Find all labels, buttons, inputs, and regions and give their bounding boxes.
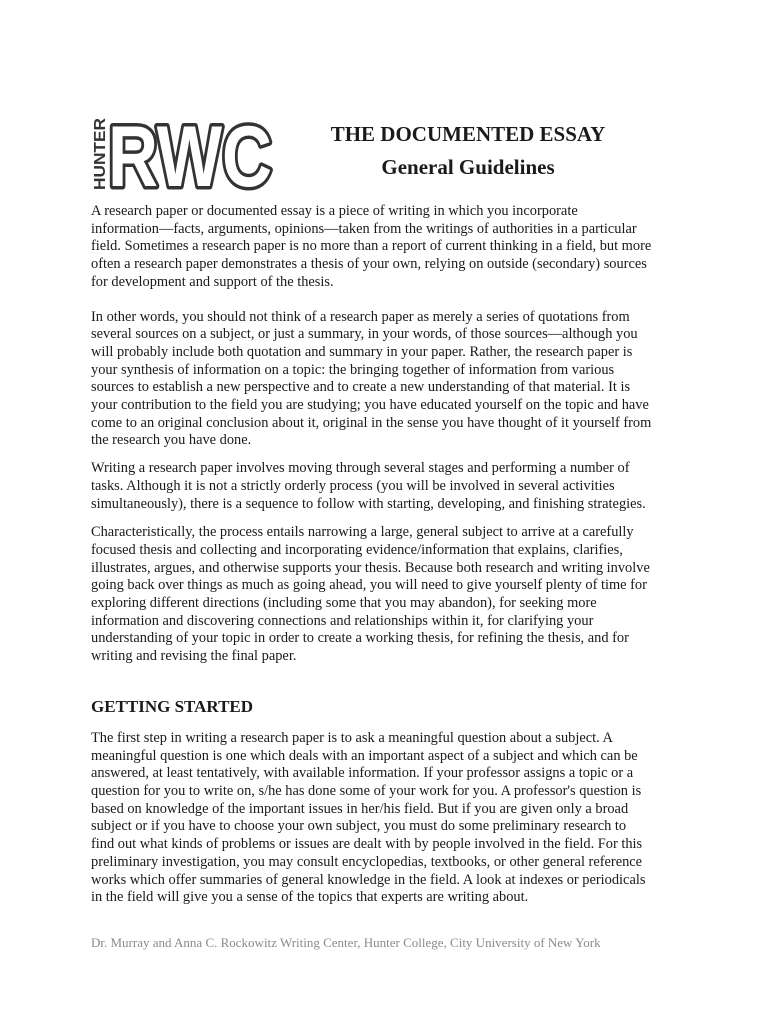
text-line: sources to establish a new perspective and to create a new understanding of that material. It is — [91, 379, 631, 396]
text-line: will probably include both quotation and summary in your paper. Rather, the research paper is — [91, 343, 633, 360]
text-line: focused thesis and collecting and incorporating evidence/information that explains, clarifies, — [91, 541, 623, 558]
text-line: often a research paper demonstrates a thesis of your own, relying on outside (secondary) sources — [91, 256, 647, 273]
text-line: the research you have done. — [91, 432, 252, 449]
text-line: subject or if you have to choose your own subject, you must do some preliminary research to — [91, 818, 627, 835]
document-subtitle: General Guidelines — [381, 155, 555, 179]
text-line: come to an original conclusion about it, original in the sense you have thought of it yourself from — [91, 414, 652, 431]
document-title: THE DOCUMENTED ESSAY — [330, 122, 606, 146]
text-line: In other words, you should not think of a research paper as merely a series of quotations from — [91, 308, 630, 325]
text-line: find out what kinds of problems or issues are dealt with by people involved in the field. For this — [91, 836, 643, 853]
page-footer: Dr. Murray and Anna C. Rockowitz Writing Center, Hunter College, City University of New York — [91, 935, 601, 950]
text-line: understanding of your topic in order to create a working thesis, for refining the thesis, and for — [91, 630, 629, 647]
logo-mark — [88, 109, 276, 205]
text-line: several sources on a subject, or just a summary, in your words, of those sources—although you — [91, 326, 638, 343]
text-line: question for you to write on, s/he has done some of your work for you. A professor's question is — [91, 782, 642, 799]
text-line: your contribution to the field you are studying; you have educated yourself on the topic and have — [91, 397, 649, 414]
text-line: based on knowledge of the important issues in her/his field. But if you are given only a broad — [91, 800, 629, 817]
text-line: answered, at least tentatively, with available information. If your professor assigns a topic or a — [91, 765, 634, 782]
text-line: The first step in writing a research paper is to ask a meaningful question about a subject. A — [91, 729, 613, 746]
paragraph-2 — [91, 309, 691, 451]
text-line: meaningful question is one which deals with an important aspect of a subject and which can be — [91, 747, 638, 764]
paragraph-3 — [91, 460, 691, 513]
text-line: information—facts, arguments, opinions—taken from the writings of authorities in a particular — [91, 220, 637, 237]
section-heading-getting-started: GETTING STARTED — [91, 696, 254, 716]
text-line: information and discovering connections and relationships within it, for clarifying your — [91, 612, 594, 629]
hunter-rwc-logo — [88, 109, 276, 205]
document-body — [91, 203, 691, 907]
text-line: for development and support of the thesis. — [91, 273, 334, 290]
document-title-block — [292, 118, 644, 184]
paragraph-1 — [91, 203, 691, 292]
text-line: tasks. Although it is not a strictly orderly process (you will be involved in several activities — [91, 477, 615, 494]
text-line: going back over things as much as going ahead, you will need to give yourself plenty of time for — [91, 577, 647, 594]
text-line: A research paper or documented essay is a piece of writing in which you incorporate — [91, 203, 578, 219]
text-line: illustrates, argues, and otherwise supports your thesis. Because both research and writing involve — [91, 559, 650, 576]
text-line: works which offer summaries of general knowledge in the field. A look at indexes or periodicals — [91, 871, 646, 888]
text-line: field. Sometimes a research paper is no more than a report of current thinking in a field, but more — [91, 238, 652, 255]
text-line: your synthesis of information on a topic: the bringing together of information from various — [91, 361, 615, 378]
text-line: preliminary investigation, you may consult encyclopedias, textbooks, or other general reference — [91, 853, 643, 870]
paragraph-5 — [91, 730, 691, 907]
text-line: exploring different directions (including some that you may abandon), for seeking more — [91, 595, 597, 612]
logo-rwc-text: RWC — [108, 109, 272, 205]
text-line: Writing a research paper involves moving through several stages and performing a number of — [91, 460, 630, 477]
text-line: in the field will give you a sense of the topics that experts are writing about. — [91, 889, 529, 906]
text-line: Characteristically, the process entails narrowing a large, general subject to arrive at a carefully — [91, 524, 634, 541]
logo-hunter-text: HUNTER — [92, 123, 109, 190]
paragraph-4 — [91, 524, 691, 666]
text-line: writing and revising the final paper. — [91, 648, 297, 665]
text-line: simultaneously), there is a sequence to follow with starting, developing, and finishing strategies. — [91, 495, 646, 512]
